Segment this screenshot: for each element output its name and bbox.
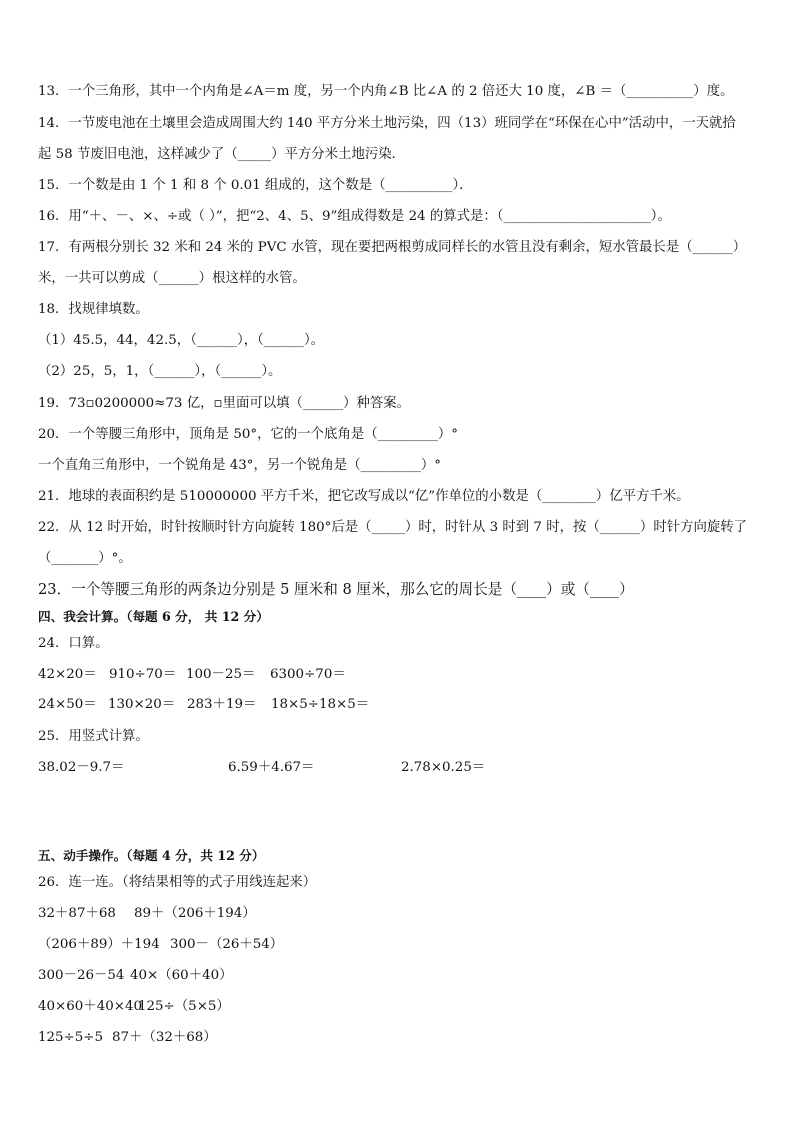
problem-18-part-1: （1）45.5，44，42.5，（______），（______）。 (38, 333, 325, 348)
vertical-calc-item: 38.02－9.7＝ (38, 760, 125, 775)
problem-18: 18．找规律填数。 (38, 302, 149, 317)
match-left-expression: 300－26－54 (38, 968, 125, 983)
oral-calc-row-1 (38, 665, 764, 685)
problem-20-line-1: 20．一个等腰三角形中，顶角是 50°，它的一个底角是（_________）° (38, 427, 458, 442)
oral-calc-item: 6300÷70＝ (270, 667, 346, 682)
problem-22-line-2: （_______）°。 (38, 551, 132, 566)
match-right-expression: 40×（60＋40） (130, 968, 233, 983)
problem-23: 23．一个等腰三角形的两条边分别是 5 厘米和 8 厘米，那么它的周长是（____）或（____） (38, 581, 634, 598)
problem-14-line-1: 14．一节废电池在土壤里会造成周围大约 140 平方分米土地污染，四（13）班同学在“环保在心中”活动中，一天就拾 (38, 116, 736, 131)
match-right-expression: 87＋（32＋68） (112, 1030, 217, 1045)
oral-calc-item: 283＋19＝ (187, 697, 257, 712)
problem-17-line-2: 米，一共可以剪成（______）根这样的水管。 (38, 271, 306, 286)
problem-19: 19．73▫0200000≈73 亿，▫里面可以填（______）种答案。 (38, 396, 411, 411)
match-left-expression: 32＋87＋68 (38, 906, 116, 921)
problem-22-line-1: 22．从 12 时开始，时针按顺时针方向旋转 180°后是（_____）时，时针从 3 时到 7 时，按（______）时针方向旋转了 (38, 520, 748, 535)
problem-25: 25．用竖式计算。 (38, 729, 149, 744)
match-right-expression: 89＋（206＋194） (134, 906, 256, 921)
oral-calc-item: 100－25＝ (186, 667, 256, 682)
problem-16: 16．用“＋、－、×、÷或（ ）”，把“2、4、5、9”组成得数是 24 的算式是：（______________________）。 (38, 209, 671, 224)
match-left-expression: （206＋89）＋194 (38, 937, 160, 952)
match-pair-row (38, 904, 764, 924)
problem-15: 15．一个数是由 1 个 1 和 8 个 0.01 组成的，这个数是（__________）． (38, 178, 473, 193)
section-5-heading: 五、动手操作。（每题 4 分，共 12 分） (38, 848, 265, 863)
vertical-calc-item: 2.78×0.25＝ (401, 760, 486, 775)
problem-17-line-1: 17．有两根分别长 32 米和 24 米的 PVC 水管，现在要把两根剪成同样长的水管且没有剩余，短水管最长是（______） (38, 240, 747, 255)
oral-calc-item: 18×5÷18×5＝ (271, 697, 370, 712)
problem-26: 26．连一连。（将结果相等的式子用线连起来） (38, 875, 317, 890)
match-pair-row (38, 1028, 764, 1048)
match-right-expression: 300－（26＋54） (170, 937, 284, 952)
problem-14-line-2: 起 58 节废旧电池，这样减少了（_____）平方分米土地污染． (38, 147, 406, 162)
problem-13: 13．一个三角形，其中一个内角是∠A＝m 度，另一个内角∠B 比∠A 的 2 倍还大 10 度，∠B ＝（__________）度。 (38, 84, 734, 99)
match-pair-row (38, 935, 764, 955)
vertical-calc-row (38, 758, 764, 778)
match-left-expression: 125÷5÷5 (38, 1030, 104, 1045)
match-right-expression: 125÷（5×5） (138, 999, 230, 1014)
match-pair-row (38, 997, 764, 1017)
problem-21: 21．地球的表面积约是 510000000 平方千米，把它改写成以“亿”作单位的小数是（________）亿平方千米。 (38, 489, 690, 504)
match-left-expression: 40×60＋40×40 (38, 999, 142, 1014)
vertical-calc-item: 6.59＋4.67＝ (228, 760, 315, 775)
oral-calc-item: 24×50＝ (38, 697, 97, 712)
oral-calc-row-2 (38, 695, 764, 715)
oral-calc-item: 42×20＝ (38, 667, 97, 682)
problem-20-line-2: 一个直角三角形中，一个锐角是 43°，另一个锐角是（_________）° (38, 458, 441, 473)
match-pair-row (38, 966, 764, 986)
section-4-heading: 四、我会计算。（每题 6 分， 共 12 分） (38, 609, 269, 624)
oral-calc-item: 910÷70＝ (109, 667, 177, 682)
oral-calc-item: 130×20＝ (108, 697, 176, 712)
problem-18-part-2: （2）25，5，1，（______），（______）。 (38, 364, 282, 379)
problem-24: 24．口算。 (38, 636, 109, 651)
